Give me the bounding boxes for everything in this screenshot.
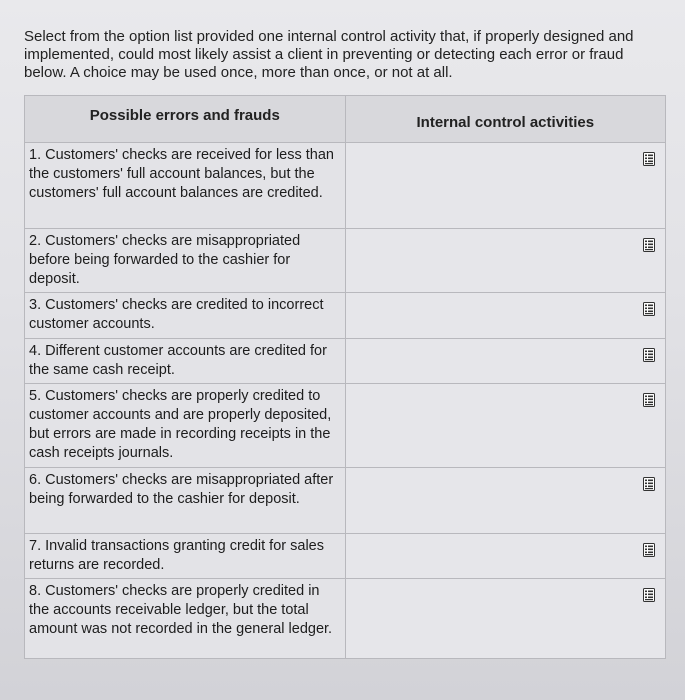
error-description: 3. Customers' checks are credited to incorrect customer accounts.: [25, 293, 346, 339]
error-description: 1. Customers' checks are received for less than the customers' full account balances, but the customers' full account balances are credited.: [25, 143, 346, 229]
error-description: 5. Customers' checks are properly credited to customer accounts and are properly deposited, but errors are made in recording receipts in the cash receipts journals.: [25, 384, 346, 468]
table-row: [25, 534, 666, 579]
table-row: [25, 229, 666, 293]
header-errors-label: Possible errors and frauds: [89, 106, 280, 124]
table-row: [25, 384, 666, 468]
error-description: 2. Customers' checks are misappropriated before being forwarded to the cashier for deposit.: [25, 229, 346, 293]
control-cell: [345, 339, 665, 384]
list-icon[interactable]: [643, 302, 655, 316]
instructions-text: Select from the option list provided one internal control activity that, if properly designed and implemented, could most likely assist a client in preventing or detecting each error or fraud below. A choice may be used once, more than once, or not at all.: [24, 28, 634, 81]
error-description: 8. Customers' checks are properly credited in the accounts receivable ledger, but the total amount was not recorded in the general ledger.: [25, 579, 346, 659]
list-icon[interactable]: [643, 238, 655, 252]
table-row: [25, 293, 666, 339]
error-description: 7. Invalid transactions granting credit for sales returns are recorded.: [25, 534, 346, 579]
list-icon[interactable]: [643, 348, 655, 362]
control-activity-select[interactable]: [346, 468, 665, 533]
control-activity-select[interactable]: [346, 534, 665, 578]
control-cell: [345, 534, 665, 579]
list-icon[interactable]: [643, 588, 655, 602]
control-activity-select[interactable]: [346, 293, 665, 338]
errors-controls-table: [24, 95, 666, 659]
table-row: [25, 143, 666, 229]
control-cell: [345, 143, 665, 229]
table-row: [25, 579, 666, 659]
header-internal-controls: [345, 96, 665, 143]
table-row: [25, 339, 666, 384]
control-activity-select[interactable]: [346, 143, 665, 228]
list-icon[interactable]: [643, 543, 655, 557]
control-activity-select[interactable]: [346, 579, 665, 658]
list-icon[interactable]: [643, 477, 655, 491]
table-row: [25, 468, 666, 534]
error-description: 4. Different customer accounts are credited for the same cash receipt.: [25, 339, 346, 384]
control-cell: [345, 579, 665, 659]
error-description: 6. Customers' checks are misappropriated after being forwarded to the cashier for deposit.: [25, 468, 346, 534]
header-possible-errors: [25, 96, 346, 143]
control-cell: [345, 293, 665, 339]
control-activity-select[interactable]: [346, 384, 665, 467]
control-activity-select[interactable]: [346, 339, 665, 383]
control-cell: [345, 384, 665, 468]
control-cell: [345, 229, 665, 293]
control-activity-select[interactable]: [346, 229, 665, 292]
list-icon[interactable]: [643, 393, 655, 407]
control-cell: [345, 468, 665, 534]
header-controls-label: Internal control activities: [416, 113, 595, 131]
list-icon[interactable]: [643, 152, 655, 166]
table-header-row: [25, 96, 666, 143]
